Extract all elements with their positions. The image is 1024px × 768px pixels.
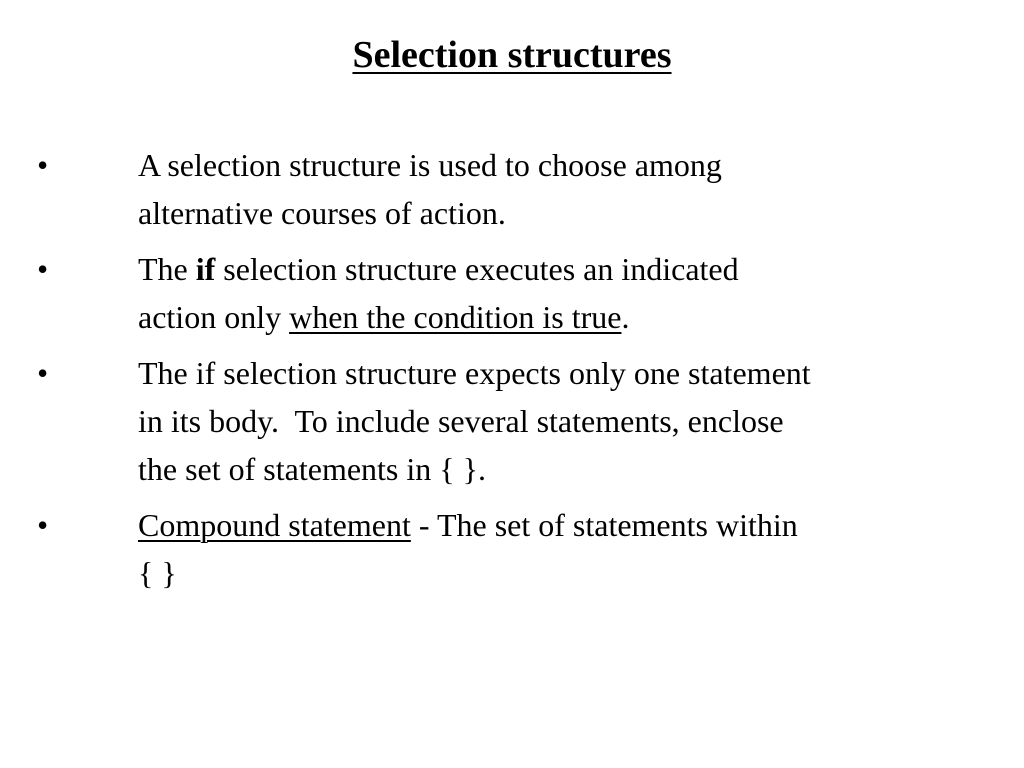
- underlined-condition: when the condition is true: [289, 299, 622, 335]
- text-segment: The: [138, 251, 196, 287]
- bullet-line: in its body. To include several statements, enclose: [138, 403, 784, 439]
- bullet-icon: •: [37, 147, 49, 183]
- text-segment: action only: [138, 299, 290, 335]
- bullet-item-compound-statement: [0, 501, 1024, 597]
- text-segment: selection structure executes an indicated: [215, 251, 739, 287]
- bullet-line: alternative courses of action.: [138, 195, 506, 231]
- bullet-text: [138, 245, 988, 341]
- bullet-icon: •: [37, 251, 49, 287]
- bullet-item-selection-structure: [0, 141, 1024, 237]
- bullet-icon: •: [37, 355, 49, 391]
- bullet-line: { }: [138, 555, 177, 591]
- bullet-text: [138, 501, 988, 597]
- bullet-item-single-statement: [0, 349, 1024, 493]
- slide-title: Selection structures: [352, 34, 672, 76]
- bullet-text: [138, 349, 988, 493]
- text-segment: - The set of statements within: [410, 507, 798, 543]
- keyword-if: if: [195, 251, 216, 287]
- bullet-text: [138, 141, 988, 237]
- bullet-icon: •: [37, 507, 49, 543]
- bullet-list: [0, 141, 1024, 605]
- bullet-item-if-structure: [0, 245, 1024, 341]
- bullet-line: A selection structure is used to choose among: [138, 147, 722, 183]
- bullet-line: The if selection structure expects only one statement: [138, 355, 811, 391]
- bullet-line: the set of statements in { }.: [138, 451, 486, 487]
- text-segment: .: [621, 299, 630, 335]
- underlined-term: Compound statement: [138, 507, 411, 543]
